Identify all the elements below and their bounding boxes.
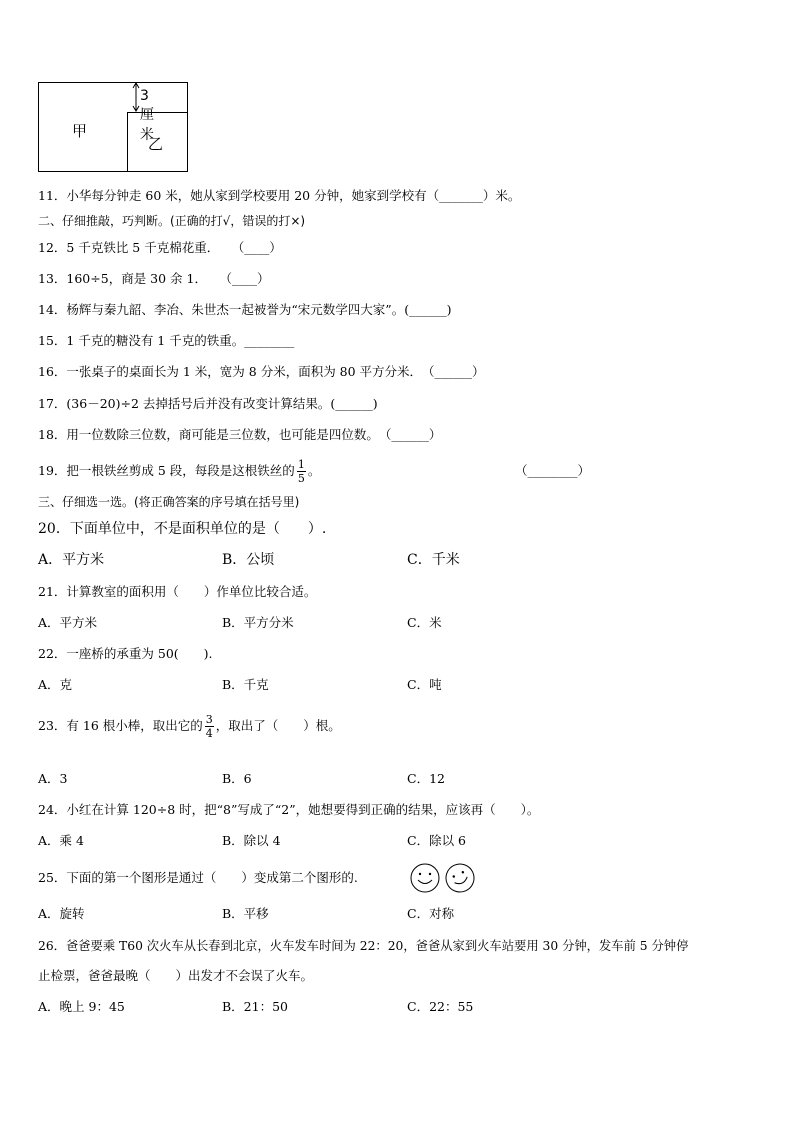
q21-option-c: C．米 bbox=[407, 615, 442, 630]
smiley-faces-figure bbox=[408, 862, 478, 894]
q19-blank: （________） bbox=[515, 463, 591, 478]
question-25: 25．下面的第一个图形是通过（ ）变成第二个图形的. bbox=[38, 870, 358, 885]
question-19: 19．把一根铁丝剪成 5 段，每段是这根铁丝的 $\frac{1}{5}$ 。 bbox=[38, 458, 321, 485]
section-3-heading: 三、仔细选一选。(将正确答案的序号填在括号里) bbox=[38, 495, 300, 509]
q24-option-c: C．除以 6 bbox=[407, 833, 466, 848]
q24-option-a: A．乘 4 bbox=[38, 833, 84, 848]
q21-option-a: A．平方米 bbox=[38, 615, 98, 630]
q20-option-a: A．平方米 bbox=[38, 552, 105, 568]
fraction-3-4: $\frac{3}{4}$ bbox=[205, 713, 213, 740]
q26-option-c: C．22：55 bbox=[407, 999, 474, 1014]
q20-option-b: B．公顷 bbox=[222, 552, 275, 568]
q22-option-b: B．千克 bbox=[222, 677, 269, 692]
q22-option-c: C．吨 bbox=[407, 677, 442, 692]
q23-option-c: C．12 bbox=[407, 771, 445, 786]
question-24: 24．小红在计算 120÷8 时，把“8”写成了“2”，她想要得到正确的结果，应该再（ ）。 bbox=[38, 802, 540, 817]
question-21: 21．计算教室的面积用（ ）作单位比较合适。 bbox=[38, 584, 317, 599]
question-14: 14．杨辉与秦九韶、李冶、朱世杰一起被誉为“宋元数学四大家”。(______) bbox=[38, 302, 452, 317]
fraction-1-5: $\frac{1}{5}$ bbox=[297, 458, 305, 485]
question-17: 17．(36－20)÷2 去掉括号后并没有改变计算结果。(______) bbox=[38, 396, 378, 411]
question-26-line-2: 止检票，爸爸最晚（ ）出发才不会误了火车。 bbox=[38, 968, 314, 983]
section-2-heading: 二、仔细推敲，巧判断。(正确的打√，错误的打×) bbox=[38, 214, 306, 228]
question-12: 12．5 千克铁比 5 千克棉花重． （____） bbox=[38, 240, 282, 255]
q23-option-a: A．3 bbox=[38, 771, 68, 786]
q20-option-c: C．千米 bbox=[407, 552, 460, 568]
question-23: 23．有 16 根小棒，取出它的 $\frac{3}{4}$ ，取出了（ ）根。 bbox=[38, 713, 341, 740]
question-22: 22．一座桥的承重为 50( ). bbox=[38, 646, 213, 661]
question-13: 13．160÷5，商是 30 余 1． （____） bbox=[38, 271, 270, 286]
question-26-line-1: 26．爸爸要乘 T60 次火车从长春到北京，火车发车时间为 22：20，爸爸从家到火车站要用 30 分钟，发车前 5 分钟停 bbox=[38, 939, 689, 953]
q25-option-a: A．旋转 bbox=[38, 906, 85, 921]
q25-option-c: C．对称 bbox=[407, 906, 455, 921]
question-11: 11．小华每分钟走 60 米，她从家到学校要用 20 分钟，她家到学校有（_______）米。 bbox=[38, 188, 521, 203]
q26-option-b: B．21：50 bbox=[222, 999, 288, 1014]
dimension-label: 3厘米 bbox=[140, 88, 154, 143]
smiley-face-1-icon bbox=[411, 864, 439, 892]
q24-option-b: B．除以 4 bbox=[222, 833, 281, 848]
label-jia: 甲 bbox=[72, 122, 88, 140]
q21-option-b: B．平方分米 bbox=[222, 615, 294, 630]
smiley-face-2-icon bbox=[441, 862, 478, 894]
q25-option-b: B．平移 bbox=[222, 906, 269, 921]
question-18: 18．用一位数除三位数，商可能是三位数，也可能是四位数。 （______） bbox=[38, 427, 442, 442]
q26-option-a: A．晚上 9：45 bbox=[38, 999, 125, 1014]
q22-option-a: A．克 bbox=[38, 677, 73, 692]
q23-option-b: B．6 bbox=[222, 771, 252, 786]
question-20: 20．下面单位中，不是面积单位的是（ ）. bbox=[38, 521, 327, 537]
question-16: 16．一张桌子的桌面长为 1 米，宽为 8 分米，面积为 80 平方分米． （______） bbox=[38, 364, 485, 379]
label-yi: 乙 bbox=[148, 135, 164, 153]
q19-text: 19．把一根铁丝剪成 5 段，每段是这根铁丝的 bbox=[38, 463, 295, 478]
question-15: 15．1 千克的糖没有 1 千克的铁重。________ bbox=[38, 333, 295, 348]
